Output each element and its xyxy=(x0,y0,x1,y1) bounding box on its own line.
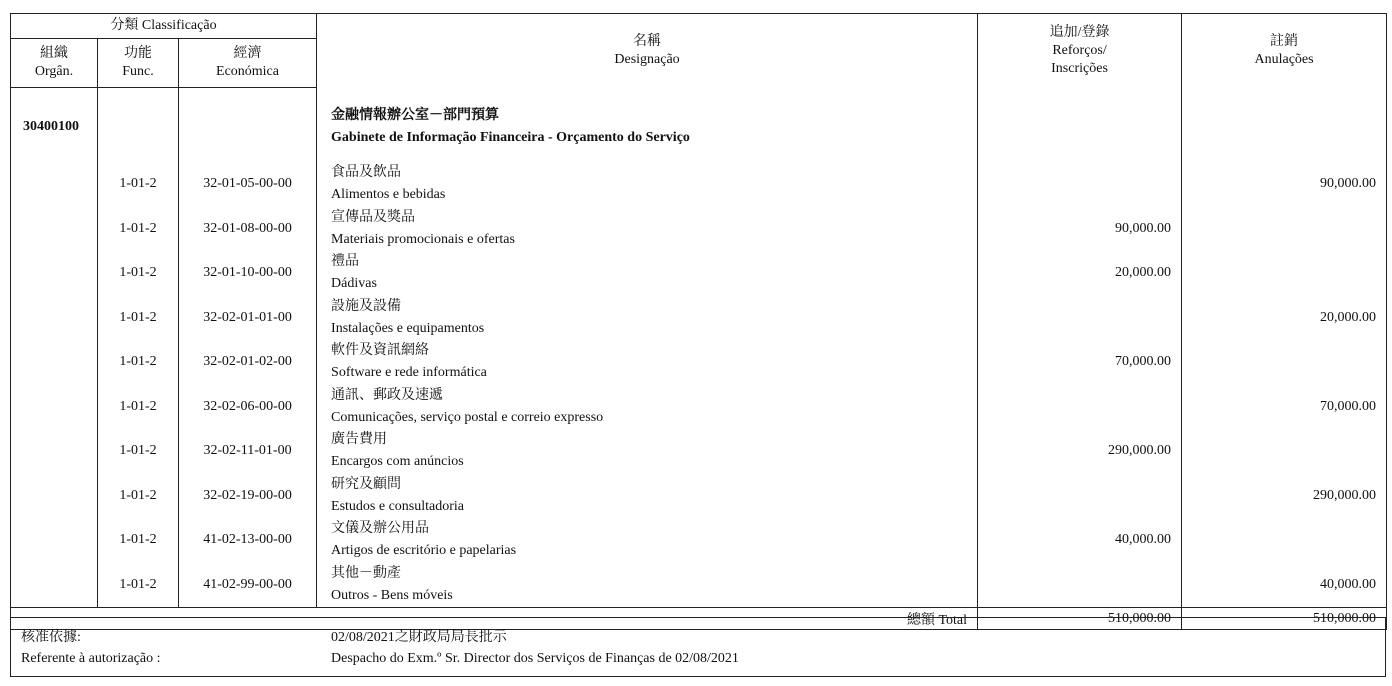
total-label: 總額 Total xyxy=(11,608,978,630)
entity-row xyxy=(11,88,1387,163)
reforcos-value xyxy=(978,385,1182,430)
item-designation xyxy=(317,518,978,563)
func-code: 1-01-2 xyxy=(98,474,179,519)
organ-cell xyxy=(11,162,98,207)
anulacoes-value xyxy=(1182,207,1387,252)
econ-code: 41-02-13-00-00 xyxy=(179,518,317,563)
table-row xyxy=(11,474,1387,519)
item-designation xyxy=(317,207,978,252)
total-anulacoes: 510,000.00 xyxy=(1182,608,1387,630)
reforcos-value: 290,000.00 xyxy=(978,429,1182,474)
item-name-zh: 研究及顧問 xyxy=(331,476,402,492)
item-name-pt: Estudos e consultadoria xyxy=(331,498,465,514)
designation-header: 名稱 Designação xyxy=(317,14,978,88)
item-name-zh: 設施及設備 xyxy=(331,298,402,314)
econ-code: 32-02-06-00-00 xyxy=(179,385,317,430)
organ-cell xyxy=(11,385,98,430)
item-designation xyxy=(317,296,978,341)
econ-header: 經濟 Económica xyxy=(179,39,317,88)
econ-code: 32-02-01-01-00 xyxy=(179,296,317,341)
reforcos-value: 90,000.00 xyxy=(978,207,1182,252)
anulacoes-value: 40,000.00 xyxy=(1182,563,1387,608)
classification-header: 分類 Classificação xyxy=(11,14,317,39)
table-row xyxy=(11,251,1387,296)
item-name-pt: Materiais promocionais e ofertas xyxy=(331,231,515,247)
organ-cell xyxy=(11,518,98,563)
item-name-pt: Alimentos e bebidas xyxy=(331,187,446,203)
header-row-1 xyxy=(11,14,1387,39)
item-name-pt: Software e rede informática xyxy=(331,365,487,381)
reforcos-header: 追加/登錄 Reforços/ Inscrições xyxy=(978,14,1182,88)
item-designation xyxy=(317,563,978,608)
item-name-pt: Outros - Bens móveis xyxy=(331,587,453,603)
organ-cell xyxy=(11,296,98,341)
func-code: 1-01-2 xyxy=(98,340,179,385)
table-row xyxy=(11,207,1387,252)
reforcos-value xyxy=(978,563,1182,608)
reforcos-value: 70,000.00 xyxy=(978,340,1182,385)
func-header: 功能 Func. xyxy=(98,39,179,88)
econ-code: 32-02-11-01-00 xyxy=(179,429,317,474)
reforcos-value xyxy=(978,162,1182,207)
anulacoes-header: 註銷 Anulações xyxy=(1182,14,1387,88)
authorization-label: 核准依據: Referente à autorização : xyxy=(21,630,161,666)
table-row xyxy=(11,340,1387,385)
func-code: 1-01-2 xyxy=(98,162,179,207)
table-row xyxy=(11,563,1387,608)
anulacoes-value: 90,000.00 xyxy=(1182,162,1387,207)
organ-cell xyxy=(11,207,98,252)
econ-code: 32-02-19-00-00 xyxy=(179,474,317,519)
anulacoes-value xyxy=(1182,251,1387,296)
item-name-zh: 文儀及辦公用品 xyxy=(331,521,430,537)
table-row xyxy=(11,296,1387,341)
organ-cell xyxy=(11,429,98,474)
organ-cell xyxy=(11,340,98,385)
econ-code: 32-02-01-02-00 xyxy=(179,340,317,385)
item-designation xyxy=(317,429,978,474)
item-name-pt: Artigos de escritório e papelarias xyxy=(331,543,517,559)
item-name-zh: 其他－動產 xyxy=(331,565,402,581)
anulacoes-value xyxy=(1182,518,1387,563)
econ-code: 32-01-10-00-00 xyxy=(179,251,317,296)
budget-table xyxy=(10,13,1387,630)
item-name-zh: 禮品 xyxy=(331,254,360,270)
authorization-footer xyxy=(10,617,1386,677)
item-name-zh: 廣告費用 xyxy=(331,432,388,448)
item-name-pt: Instalações e equipamentos xyxy=(331,320,485,336)
item-name-zh: 軟件及資訊網絡 xyxy=(331,343,430,359)
item-name-pt: Encargos com anúncios xyxy=(331,454,464,470)
econ-code: 41-02-99-00-00 xyxy=(179,563,317,608)
func-code: 1-01-2 xyxy=(98,563,179,608)
table-row xyxy=(11,518,1387,563)
item-designation xyxy=(317,385,978,430)
anulacoes-value: 20,000.00 xyxy=(1182,296,1387,341)
anulacoes-value: 70,000.00 xyxy=(1182,385,1387,430)
table-row xyxy=(11,385,1387,430)
anulacoes-value xyxy=(1182,340,1387,385)
item-designation xyxy=(317,340,978,385)
entity-code: 30400100 xyxy=(11,88,98,163)
func-code: 1-01-2 xyxy=(98,296,179,341)
item-designation xyxy=(317,474,978,519)
econ-code: 32-01-05-00-00 xyxy=(179,162,317,207)
item-designation xyxy=(317,251,978,296)
line-items xyxy=(11,162,1387,608)
reforcos-value xyxy=(978,474,1182,519)
table-row xyxy=(11,162,1387,207)
reforcos-value: 40,000.00 xyxy=(978,518,1182,563)
reforcos-value xyxy=(978,296,1182,341)
budget-document xyxy=(10,13,1386,677)
organ-cell xyxy=(11,251,98,296)
item-name-pt: Dádivas xyxy=(331,276,377,292)
organ-header: 組織 Orgân. xyxy=(11,39,98,88)
anulacoes-value: 290,000.00 xyxy=(1182,474,1387,519)
func-code: 1-01-2 xyxy=(98,429,179,474)
func-code: 1-01-2 xyxy=(98,207,179,252)
item-designation xyxy=(317,162,978,207)
table-row xyxy=(11,429,1387,474)
entity-name: 金融情報辦公室－部門預算 Gabinete de Informação Financeira - Orçamento do Serviço xyxy=(317,88,978,163)
reforcos-value: 20,000.00 xyxy=(978,251,1182,296)
total-reforcos: 510,000.00 xyxy=(978,608,1182,630)
func-code: 1-01-2 xyxy=(98,251,179,296)
item-name-pt: Comunicações, serviço postal e correio expresso xyxy=(331,409,604,425)
organ-cell xyxy=(11,474,98,519)
item-name-zh: 通訊、郵政及速遞 xyxy=(331,387,444,403)
func-code: 1-01-2 xyxy=(98,385,179,430)
func-code: 1-01-2 xyxy=(98,518,179,563)
econ-code: 32-01-08-00-00 xyxy=(179,207,317,252)
authorization-value: 02/08/2021之財政局局長批示 Despacho do Exm.º Sr. Director dos Serviços de Finanças de 02/08/2021 xyxy=(331,630,739,666)
anulacoes-value xyxy=(1182,429,1387,474)
organ-cell xyxy=(11,563,98,608)
item-name-zh: 宣傳品及獎品 xyxy=(331,209,416,225)
item-name-zh: 食品及飲品 xyxy=(331,165,402,181)
